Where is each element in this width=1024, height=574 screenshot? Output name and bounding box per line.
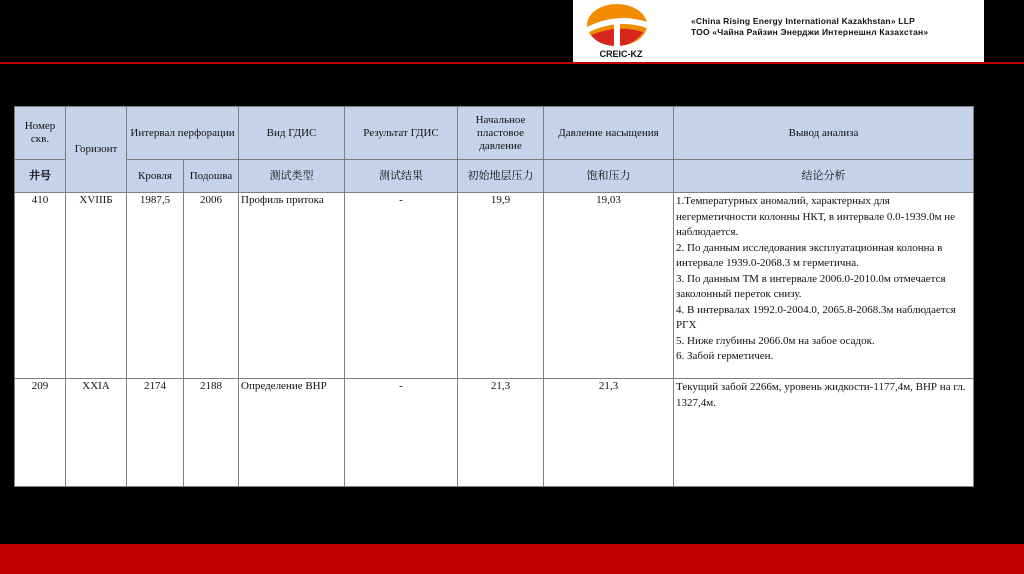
conclusion-line: 3. По данным ТМ в интервале 2006.0-2010.0м отмечается заколонный переток снизу. bbox=[676, 272, 946, 300]
header-gdis-result: Результат ГДИС bbox=[345, 107, 458, 160]
cell-initial-pressure: 19,9 bbox=[458, 193, 544, 379]
creic-logo-icon bbox=[583, 2, 653, 48]
conclusion-line: Текущий забой 2266м, уровень жидкости-1177,4м, ВНР на гл. 1327,4м. bbox=[676, 381, 966, 409]
cell-gdis-type: Профиль притока bbox=[239, 193, 345, 379]
footer-bar bbox=[0, 544, 1024, 574]
header-well: Номер скв. bbox=[15, 107, 66, 160]
cell-gdis-result: - bbox=[345, 379, 458, 487]
cell-roof: 2174 bbox=[127, 379, 184, 487]
conclusion-line: 2. По данным исследования эксплуатационная колонна в интервале 1939.0-2068.3 м герметична. bbox=[676, 241, 943, 269]
conclusion-line: 6. Забой герметичен. bbox=[676, 350, 774, 362]
header-gdis-type-cn: 测试类型 bbox=[239, 160, 345, 193]
table-header-row bbox=[15, 107, 974, 160]
table-subheader-row bbox=[15, 160, 974, 193]
header-well-cn: 井号 bbox=[15, 160, 66, 193]
conclusion-line: 1.Температурных аномалий, характерных для негерметичности колонны НКТ, в интервале 0.0-1939.0м не наблюдается. bbox=[676, 195, 956, 238]
company-name-ru: ТОО «Чайна Райзин Энерджи Интернешнл Казахстан» bbox=[691, 27, 929, 37]
header-base: Подошва bbox=[184, 160, 239, 193]
cell-well: 410 bbox=[15, 193, 66, 379]
cell-well: 209 bbox=[15, 379, 66, 487]
table-row bbox=[15, 193, 974, 379]
company-name-en: «China Rising Energy International Kazakhstan» LLP bbox=[691, 16, 915, 26]
cell-roof: 1987,5 bbox=[127, 193, 184, 379]
monitoring-table bbox=[14, 106, 974, 487]
conclusion-line: 5. Ниже глубины 2066.0м на забое осадок. bbox=[676, 334, 875, 347]
header-interval: Интервал перфорации bbox=[127, 107, 239, 160]
cell-saturation-pressure: 21,3 bbox=[544, 379, 674, 487]
header-gdis-type: Вид ГДИС bbox=[239, 107, 345, 160]
header-initial-pressure: Начальное пластовое давление bbox=[458, 107, 544, 160]
table-row bbox=[15, 379, 974, 487]
header-saturation-pressure-cn: 饱和压力 bbox=[544, 160, 674, 193]
header-conclusion: Вывод анализа bbox=[674, 107, 974, 160]
cell-horizon: XVIIIБ bbox=[66, 193, 127, 379]
cell-saturation-pressure: 19,03 bbox=[544, 193, 674, 379]
cell-initial-pressure: 21,3 bbox=[458, 379, 544, 487]
header-conclusion-cn: 结论分析 bbox=[674, 160, 974, 193]
company-name bbox=[691, 16, 928, 38]
cell-conclusion bbox=[674, 379, 974, 487]
header-saturation-pressure: Давление насыщения bbox=[544, 107, 674, 160]
cell-conclusion bbox=[674, 193, 974, 379]
header-divider bbox=[0, 62, 1024, 64]
header-roof: Кровля bbox=[127, 160, 184, 193]
header-horizon: Горизонт bbox=[66, 107, 127, 193]
cell-horizon: XXIA bbox=[66, 379, 127, 487]
header-gdis-result-cn: 测试结果 bbox=[345, 160, 458, 193]
cell-base: 2188 bbox=[184, 379, 239, 487]
cell-gdis-result: - bbox=[345, 193, 458, 379]
logo-text: CREIC-KZ bbox=[599, 49, 643, 59]
header-initial-pressure-cn: 初始地层压力 bbox=[458, 160, 544, 193]
cell-gdis-type: Определение ВНР bbox=[239, 379, 345, 487]
conclusion-line: 4. В интервалах 1992.0-2004.0, 2065.8-2068.3м наблюдается РГХ bbox=[676, 303, 956, 331]
cell-base: 2006 bbox=[184, 193, 239, 379]
page-title: 1.6. Мониторинг недр bbox=[44, 84, 172, 99]
header-logo-panel bbox=[573, 0, 984, 62]
